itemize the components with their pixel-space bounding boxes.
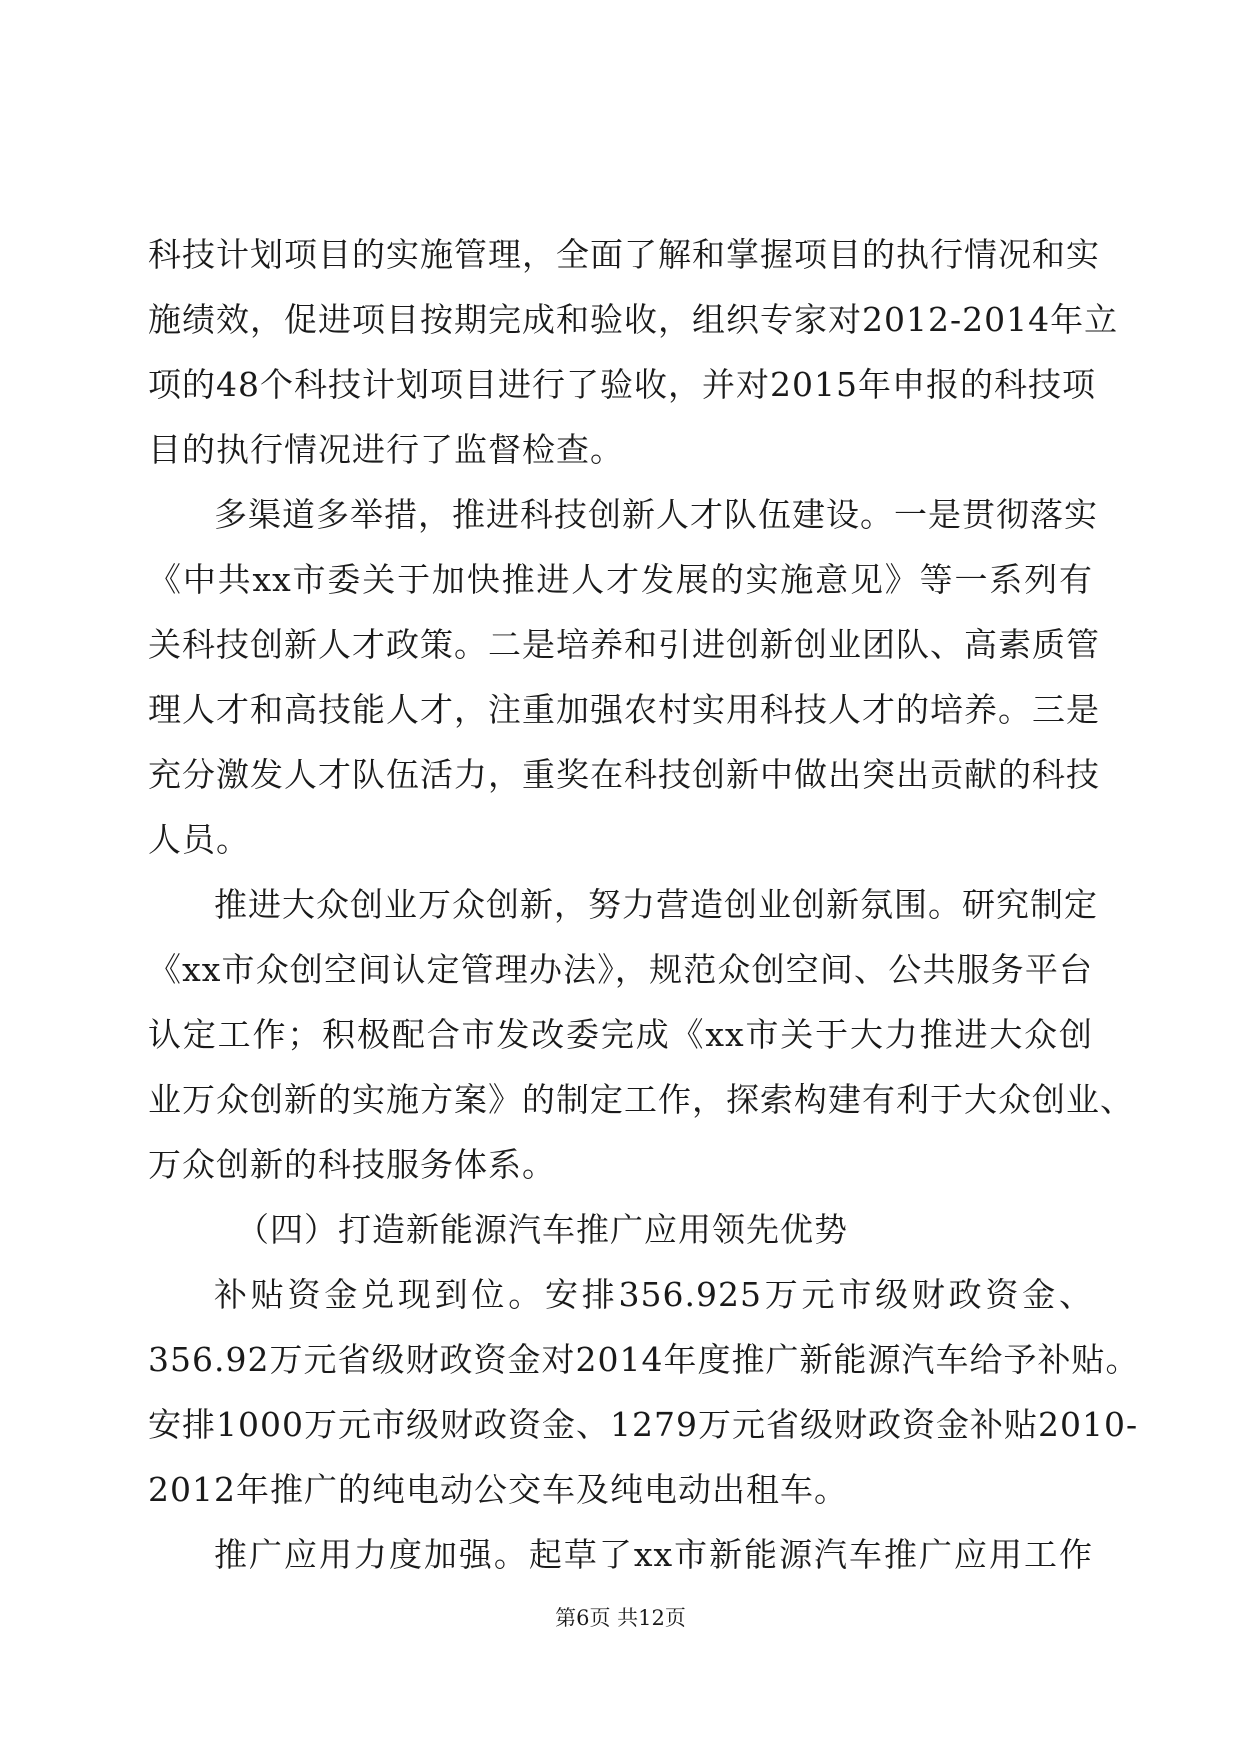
text-line: 安排1000万元市级财政资金、1279万元省级财政资金补贴2010- [148,1405,1139,1444]
text-line: 补贴资金兑现到位。安排356.925万元市级财政资金、 [214,1275,1093,1314]
text-line: 356.92万元省级财政资金对2014年度推广新能源汽车给予补贴。 [148,1340,1140,1379]
text-line: 万众创新的科技服务体系。 [148,1145,556,1184]
text-line: 目的执行情况进行了监督检查。 [148,430,624,469]
paragraph [148,222,1119,482]
text-line: 多渠道多举措，推进科技创新人才队伍建设。一是贯彻落实 [214,495,1098,534]
text-line: 关科技创新人才政策。二是培养和引进创新创业团队、高素质管 [148,625,1100,664]
text-line: 充分激发人才队伍活力，重奖在科技创新中做出突出贡献的科技 [148,755,1100,794]
text-line: 推进大众创业万众创新，努力营造创业创新氛围。研究制定 [214,885,1098,924]
text-line: 理人才和高技能人才，注重加强农村实用科技人才的培养。三是 [148,690,1100,729]
text-line: 推广应用力度加强。起草了xx市新能源汽车推广应用工作 [214,1535,1093,1574]
text-line: 《中共xx市委关于加快推进人才发展的实施意见》等一系列有 [148,560,1093,599]
text-line: 2012年推广的纯电动公交车及纯电动出租车。 [148,1470,848,1509]
text-line: 科技计划项目的实施管理，全面了解和掌握项目的执行情况和实 [148,235,1100,274]
text-line: 人员。 [148,820,250,859]
text-line: 施绩效，促进项目按期完成和验收，组织专家对2012-2014年立 [148,300,1119,339]
section-heading: （四）打造新能源汽车推广应用领先优势 [236,1210,848,1249]
text-line: 《xx市众创空间认定管理办法》，规范众创空间、公共服务平台 [148,950,1093,989]
paragraph [148,872,1134,1197]
document-body [148,222,1140,1587]
text-line: 项的48个科技计划项目进行了验收，并对2015年申报的科技项 [148,365,1096,404]
text-line: 认定工作；积极配合市发改委完成《xx市关于大力推进大众创 [148,1015,1093,1054]
paragraph [148,1262,1140,1522]
paragraph [148,1522,1093,1587]
text-line: 业万众创新的实施方案》的制定工作，探索构建有利于大众创业、 [148,1080,1134,1119]
paragraph [148,482,1100,872]
page-number: 第6页 共12页 [555,1606,686,1630]
